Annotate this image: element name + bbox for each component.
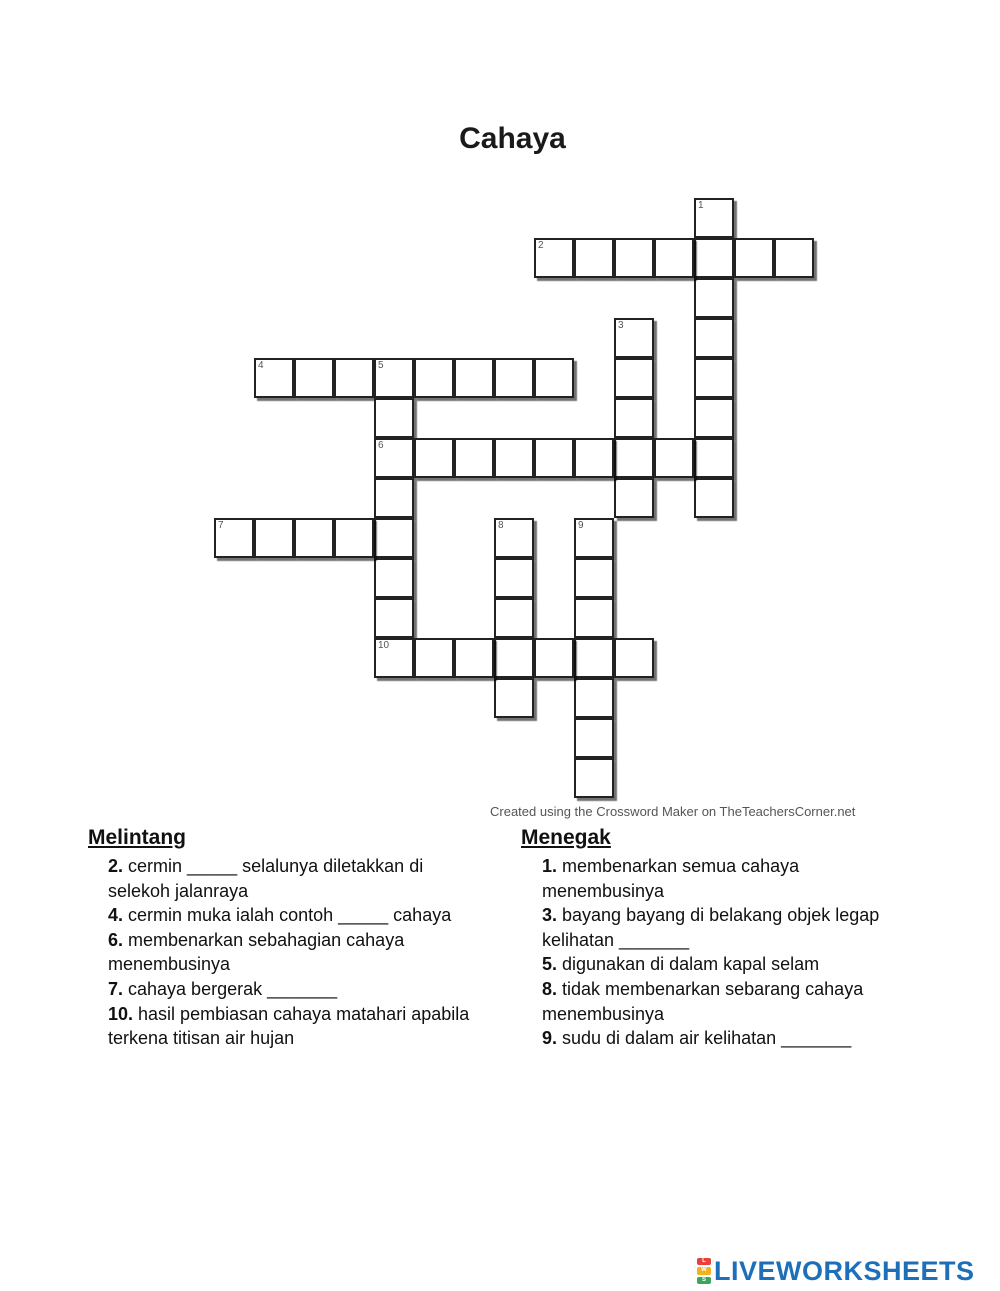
logo-icon-block: L — [697, 1258, 711, 1265]
liveworksheets-logo — [697, 1256, 975, 1286]
crossword-cell[interactable] — [694, 438, 734, 478]
crossword-cell[interactable] — [334, 358, 374, 398]
crossword-cell[interactable] — [534, 438, 574, 478]
clue-number: 5 — [378, 360, 384, 371]
crossword-cell[interactable] — [254, 358, 294, 398]
down-clue — [522, 977, 922, 1026]
letter-input[interactable] — [376, 600, 412, 636]
crossword-cell[interactable] — [614, 358, 654, 398]
crossword-cell[interactable] — [614, 238, 654, 278]
clue-number-label: 10. — [108, 1003, 134, 1024]
letter-input[interactable] — [376, 400, 412, 436]
clue-number: 9 — [578, 520, 584, 531]
letter-input[interactable] — [536, 360, 572, 396]
clue-number: 7 — [218, 520, 224, 531]
letter-input[interactable] — [576, 640, 612, 676]
clue-number: 3 — [618, 320, 624, 331]
logo-icon-block: W — [697, 1267, 711, 1274]
letter-input[interactable] — [776, 240, 812, 276]
letter-input[interactable] — [456, 640, 492, 676]
crossword-cell[interactable] — [374, 598, 414, 638]
letter-input[interactable] — [616, 320, 652, 356]
clue-text: cahaya bergerak _______ — [123, 978, 338, 999]
down-clue — [522, 903, 922, 952]
letter-input[interactable] — [536, 240, 572, 276]
letter-input[interactable] — [616, 640, 652, 676]
crossword-cell[interactable] — [254, 518, 294, 558]
clue-number-label: 5. — [542, 954, 558, 975]
letter-input[interactable] — [696, 200, 732, 236]
crossword-cell[interactable] — [574, 718, 614, 758]
letter-input[interactable] — [376, 560, 412, 596]
letter-input[interactable] — [416, 440, 452, 476]
crossword-cell[interactable] — [454, 358, 494, 398]
crossword-cell[interactable] — [694, 478, 734, 518]
letter-input[interactable] — [696, 400, 732, 436]
letter-input[interactable] — [496, 360, 532, 396]
letter-input[interactable] — [696, 320, 732, 356]
crossword-cell[interactable] — [574, 598, 614, 638]
crossword-cell[interactable] — [414, 638, 454, 678]
letter-input[interactable] — [376, 480, 412, 516]
letter-input[interactable] — [696, 240, 732, 276]
logo-text: LIVEWORKSHEETS — [714, 1255, 975, 1286]
letter-input[interactable] — [696, 440, 732, 476]
letter-input[interactable] — [576, 600, 612, 636]
crossword-cell[interactable] — [694, 398, 734, 438]
letter-input[interactable] — [296, 360, 332, 396]
clue-text: tidak membenarkan sebarang cahaya menembusinya — [542, 978, 864, 1024]
crossword-cell[interactable] — [494, 678, 534, 718]
letter-input[interactable] — [496, 600, 532, 636]
letter-input[interactable] — [616, 440, 652, 476]
letter-input[interactable] — [376, 520, 412, 556]
clue-number-label: 9. — [542, 1028, 558, 1049]
credit-line: Created using the Crossword Maker on TheTeachersCorner.net — [490, 804, 856, 819]
clue-number: 6 — [378, 440, 384, 451]
clue-text: digunakan di dalam kapal selam — [557, 954, 820, 975]
crossword-cell[interactable] — [774, 238, 814, 278]
down-clue — [522, 854, 922, 903]
letter-input[interactable] — [376, 440, 412, 476]
clue-text: sudu di dalam air kelihatan _______ — [557, 1028, 852, 1049]
clue-number: 2 — [538, 240, 544, 251]
clue-text: bayang bayang di belakang objek legap kelihatan _______ — [542, 905, 880, 950]
clue-number-label: 4. — [108, 905, 124, 926]
logo-icon — [697, 1257, 711, 1285]
across-clue — [88, 854, 488, 903]
logo-icon-block: S — [697, 1277, 711, 1284]
letter-input[interactable] — [656, 440, 692, 476]
clue-text: membenarkan semua cahaya menembusinya — [542, 856, 800, 901]
crossword-cell[interactable] — [614, 318, 654, 358]
letter-input[interactable] — [496, 680, 532, 716]
letter-input[interactable] — [696, 480, 732, 516]
letter-input[interactable] — [576, 720, 612, 756]
crossword-cell[interactable] — [494, 638, 534, 678]
crossword-cell[interactable] — [374, 358, 414, 398]
clue-number-label: 7. — [108, 978, 124, 999]
crossword-cell[interactable] — [694, 238, 734, 278]
letter-input[interactable] — [216, 520, 252, 556]
clue-number-label: 1. — [542, 856, 558, 876]
letter-input[interactable] — [696, 280, 732, 316]
across-heading: Melintang — [88, 826, 186, 849]
crossword-cell[interactable] — [374, 518, 414, 558]
clue-number: 4 — [258, 360, 264, 371]
clue-text: membenarkan sebahagian cahaya menembusinya — [108, 929, 405, 975]
crossword-cell[interactable] — [494, 358, 534, 398]
crossword-cell[interactable] — [454, 638, 494, 678]
letter-input[interactable] — [496, 520, 532, 556]
clue-text: cermin _____ selalunya diletakkan di selekoh jalanraya — [108, 856, 424, 901]
crossword-cell[interactable] — [534, 238, 574, 278]
crossword-cell[interactable] — [574, 518, 614, 558]
crossword-cell[interactable] — [454, 438, 494, 478]
letter-input[interactable] — [496, 560, 532, 596]
crossword-cell[interactable] — [294, 518, 334, 558]
crossword-cell[interactable] — [734, 238, 774, 278]
down-clue — [522, 952, 922, 977]
letter-input[interactable] — [376, 360, 412, 396]
page-title: Cahaya — [459, 122, 566, 155]
across-clue — [88, 1002, 488, 1051]
letter-input[interactable] — [536, 640, 572, 676]
letter-input[interactable] — [576, 440, 612, 476]
letter-input[interactable] — [416, 640, 452, 676]
crossword-cell[interactable] — [694, 318, 734, 358]
crossword-cell[interactable] — [574, 678, 614, 718]
clue-text: hasil pembiasan cahaya matahari apabila terkena titisan air hujan — [108, 1003, 470, 1049]
crossword-cell[interactable] — [534, 638, 574, 678]
letter-input[interactable] — [576, 520, 612, 556]
crossword-cell[interactable] — [534, 358, 574, 398]
crossword-cell[interactable] — [374, 638, 414, 678]
letter-input[interactable] — [536, 440, 572, 476]
down-clue — [522, 1026, 922, 1051]
clue-text: cermin muka ialah contoh _____ cahaya — [123, 905, 452, 926]
across-clue — [88, 977, 488, 1002]
letter-input[interactable] — [336, 520, 372, 556]
crossword-cell[interactable] — [374, 478, 414, 518]
crossword-cell[interactable] — [694, 278, 734, 318]
crossword-cell[interactable] — [614, 438, 654, 478]
crossword-cell[interactable] — [374, 558, 414, 598]
letter-input[interactable] — [616, 360, 652, 396]
crossword-cell[interactable] — [494, 598, 534, 638]
letter-input[interactable] — [416, 360, 452, 396]
crossword-cell[interactable] — [574, 758, 614, 798]
letter-input[interactable] — [336, 360, 372, 396]
crossword-cell[interactable] — [574, 438, 614, 478]
crossword-cell[interactable] — [494, 558, 534, 598]
crossword-cell[interactable] — [694, 198, 734, 238]
clue-number-label: 8. — [542, 978, 558, 999]
letter-input[interactable] — [256, 520, 292, 556]
across-clue — [88, 903, 488, 928]
crossword-cell[interactable] — [494, 518, 534, 558]
letter-input[interactable] — [736, 240, 772, 276]
letter-input[interactable] — [296, 520, 332, 556]
letter-input[interactable] — [376, 640, 412, 676]
crossword-cell[interactable] — [294, 358, 334, 398]
down-clue-list — [522, 854, 922, 1051]
clue-number: 10 — [378, 640, 390, 651]
letter-input[interactable] — [576, 240, 612, 276]
letter-input[interactable] — [576, 680, 612, 716]
clue-number-label: 6. — [108, 929, 124, 950]
letter-input[interactable] — [456, 360, 492, 396]
letter-input[interactable] — [456, 440, 492, 476]
across-clue — [88, 928, 488, 977]
crossword-cell[interactable] — [614, 638, 654, 678]
crossword-cell[interactable] — [574, 638, 614, 678]
crossword-cell[interactable] — [374, 438, 414, 478]
clue-number: 8 — [498, 520, 504, 531]
letter-input[interactable] — [576, 560, 612, 596]
clue-number-label: 2. — [108, 856, 124, 876]
letter-input[interactable] — [616, 240, 652, 276]
crossword-cell[interactable] — [414, 438, 454, 478]
crossword-cell[interactable] — [574, 238, 614, 278]
crossword-cell[interactable] — [614, 478, 654, 518]
letter-input[interactable] — [656, 240, 692, 276]
down-heading: Menegak — [521, 826, 611, 849]
letter-input[interactable] — [256, 360, 292, 396]
crossword-cell[interactable] — [574, 558, 614, 598]
letter-input[interactable] — [496, 440, 532, 476]
crossword-cell[interactable] — [374, 398, 414, 438]
crossword-cell[interactable] — [214, 518, 254, 558]
letter-input[interactable] — [616, 400, 652, 436]
across-clue-list — [88, 854, 488, 1051]
crossword-cell[interactable] — [694, 358, 734, 398]
letter-input[interactable] — [576, 760, 612, 796]
clue-number-label: 3. — [542, 905, 558, 926]
crossword-cell[interactable] — [654, 438, 694, 478]
letter-input[interactable] — [616, 480, 652, 516]
crossword-cell[interactable] — [414, 358, 454, 398]
clue-number: 1 — [698, 200, 704, 211]
crossword-cell[interactable] — [654, 238, 694, 278]
letter-input[interactable] — [696, 360, 732, 396]
crossword-cell[interactable] — [334, 518, 374, 558]
letter-input[interactable] — [496, 640, 532, 676]
crossword-cell[interactable] — [494, 438, 534, 478]
crossword-cell[interactable] — [614, 398, 654, 438]
